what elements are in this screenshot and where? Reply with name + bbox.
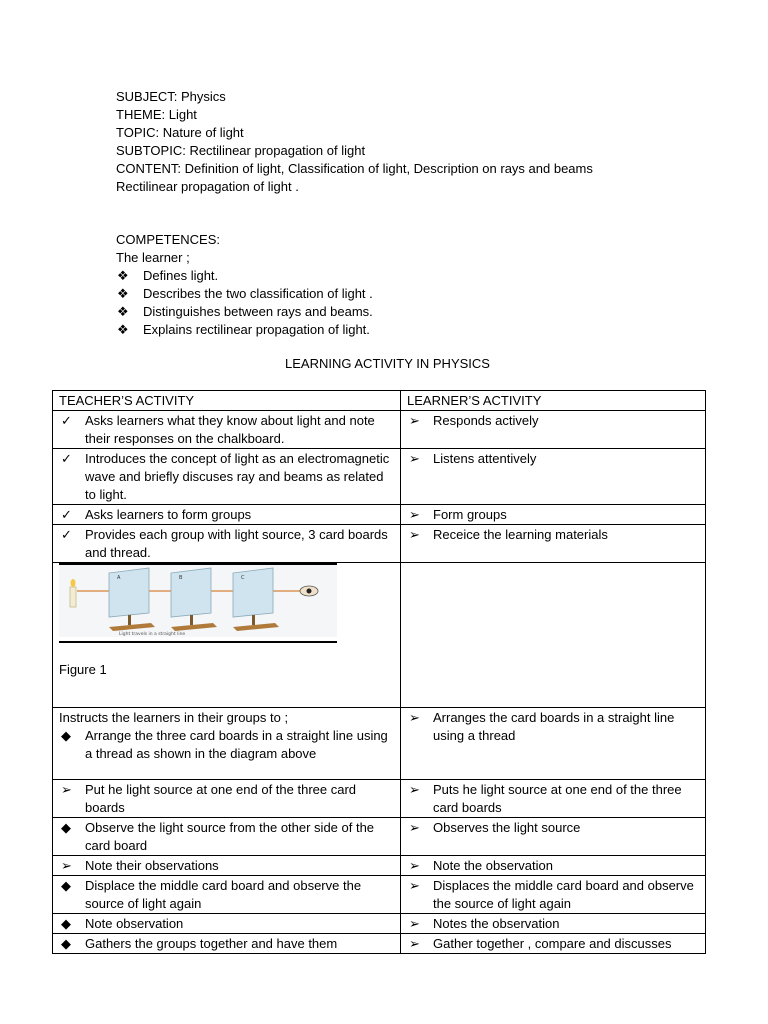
arrow-bullet-icon: ➢	[61, 782, 72, 797]
diamond-bullet-icon: ◆	[61, 728, 71, 743]
checkmark-icon: ✓	[61, 527, 72, 542]
arrow-bullet-icon: ➢	[409, 878, 420, 893]
arrow-bullet-icon: ➢	[409, 710, 420, 725]
diamond-bullet-icon: ❖	[117, 304, 129, 319]
table-row: ◆ Gathers the groups together and have them ➢ Gather together , compare and discusses	[53, 934, 706, 954]
table-row: ➢ Put he light source at one end of the three card boards ➢ Puts he light source at one end of the three card boards	[53, 780, 706, 818]
diamond-bullet-icon: ◆	[61, 820, 71, 835]
arrow-bullet-icon: ➢	[409, 507, 420, 522]
arrow-bullet-icon: ➢	[409, 916, 420, 931]
subtopic-line: SUBTOPIC: Rectilinear propagation of light	[116, 143, 366, 158]
table-row: ✓ Asks learners to form groups ➢ Form groups	[53, 505, 706, 525]
table-row: ✓ Provides each group with light source, 3 card boards and thread. ➢ Receice the learning materials	[53, 525, 706, 563]
diamond-bullet-icon: ❖	[117, 286, 129, 301]
arrow-bullet-icon: ➢	[409, 527, 420, 542]
table-row: ➢ Note their observations ➢ Note the observation	[53, 856, 706, 876]
activity-table	[52, 390, 706, 954]
table-header-row	[53, 391, 706, 411]
figure-caption: Figure 1	[59, 662, 107, 677]
table-row: ◆ Note observation ➢ Notes the observation	[53, 914, 706, 934]
content-line-2: Rectilinear propagation of light .	[116, 179, 299, 194]
arrow-bullet-icon: ➢	[409, 451, 420, 466]
light-diagram	[59, 565, 337, 637]
subject-line: SUBJECT: Physics	[116, 89, 226, 104]
diamond-bullet-icon: ◆	[61, 878, 71, 893]
competences-intro: The learner ;	[116, 250, 190, 265]
competence-item: ❖ Distinguishes between rays and beams.	[117, 304, 373, 319]
svg-text:B: B	[179, 575, 183, 581]
table-row: ◆ Observe the light source from the other side of the card board ➢ Observes the light source	[53, 818, 706, 856]
diamond-bullet-icon: ❖	[117, 268, 129, 283]
svg-text:C: C	[241, 575, 245, 581]
arrow-bullet-icon: ➢	[409, 820, 420, 835]
competences-heading: COMPETENCES:	[116, 232, 221, 247]
arrow-bullet-icon: ➢	[61, 858, 72, 873]
diamond-bullet-icon: ❖	[117, 322, 129, 337]
checkmark-icon: ✓	[61, 413, 72, 428]
competence-item: ❖ Defines light.	[117, 268, 219, 283]
arrow-bullet-icon: ➢	[409, 858, 420, 873]
lesson-header	[116, 88, 593, 196]
arrow-bullet-icon: ➢	[409, 413, 420, 428]
theme-line: THEME: Light	[116, 107, 197, 122]
checkmark-icon: ✓	[61, 451, 72, 466]
svg-text:A: A	[117, 575, 121, 581]
table-row: ✓ Introduces the concept of light as an electromagnetic wave and briefly discuses ray and beams as related to light. ➢ Listens attentively	[53, 449, 706, 505]
arrow-bullet-icon: ➢	[409, 936, 420, 951]
instruction-intro: Instructs the learners in their groups to ;	[59, 710, 289, 725]
content-line: CONTENT: Definition of light, Classification of light, Description on rays and beams	[116, 161, 593, 176]
competences-section	[116, 231, 373, 339]
topic-line: TOPIC: Nature of light	[116, 125, 244, 140]
diamond-bullet-icon: ◆	[61, 916, 71, 931]
table-row: ✓ Asks learners what they know about light and note their responses on the chalkboard. ➢ Responds actively	[53, 411, 706, 449]
figure-label: Light travels in a straight line	[119, 632, 186, 637]
teacher-header: TEACHER’S ACTIVITY	[53, 391, 401, 411]
table-row: Instructs the learners in their groups to ; ◆ Arrange the three card boards in a straight line using a thread as shown in the diagram above ➢ Arranges the card boards in a straight line using a thread	[53, 708, 706, 780]
checkmark-icon: ✓	[61, 507, 72, 522]
competence-item: ❖ Describes the two classification of light .	[117, 286, 373, 301]
arrow-bullet-icon: ➢	[409, 782, 420, 797]
diamond-bullet-icon: ◆	[61, 936, 71, 951]
learner-header: LEARNER’S ACTIVITY	[401, 391, 706, 411]
figure-image	[59, 563, 337, 643]
activity-title: LEARNING ACTIVITY IN PHYSICS	[285, 356, 490, 371]
competence-item: ❖ Explains rectilinear propagation of light.	[117, 322, 370, 337]
table-row: ◆ Displace the middle card board and observe the source of light again ➢ Displaces the middle card board and observe the source of light again	[53, 876, 706, 914]
figure-row	[53, 563, 706, 708]
